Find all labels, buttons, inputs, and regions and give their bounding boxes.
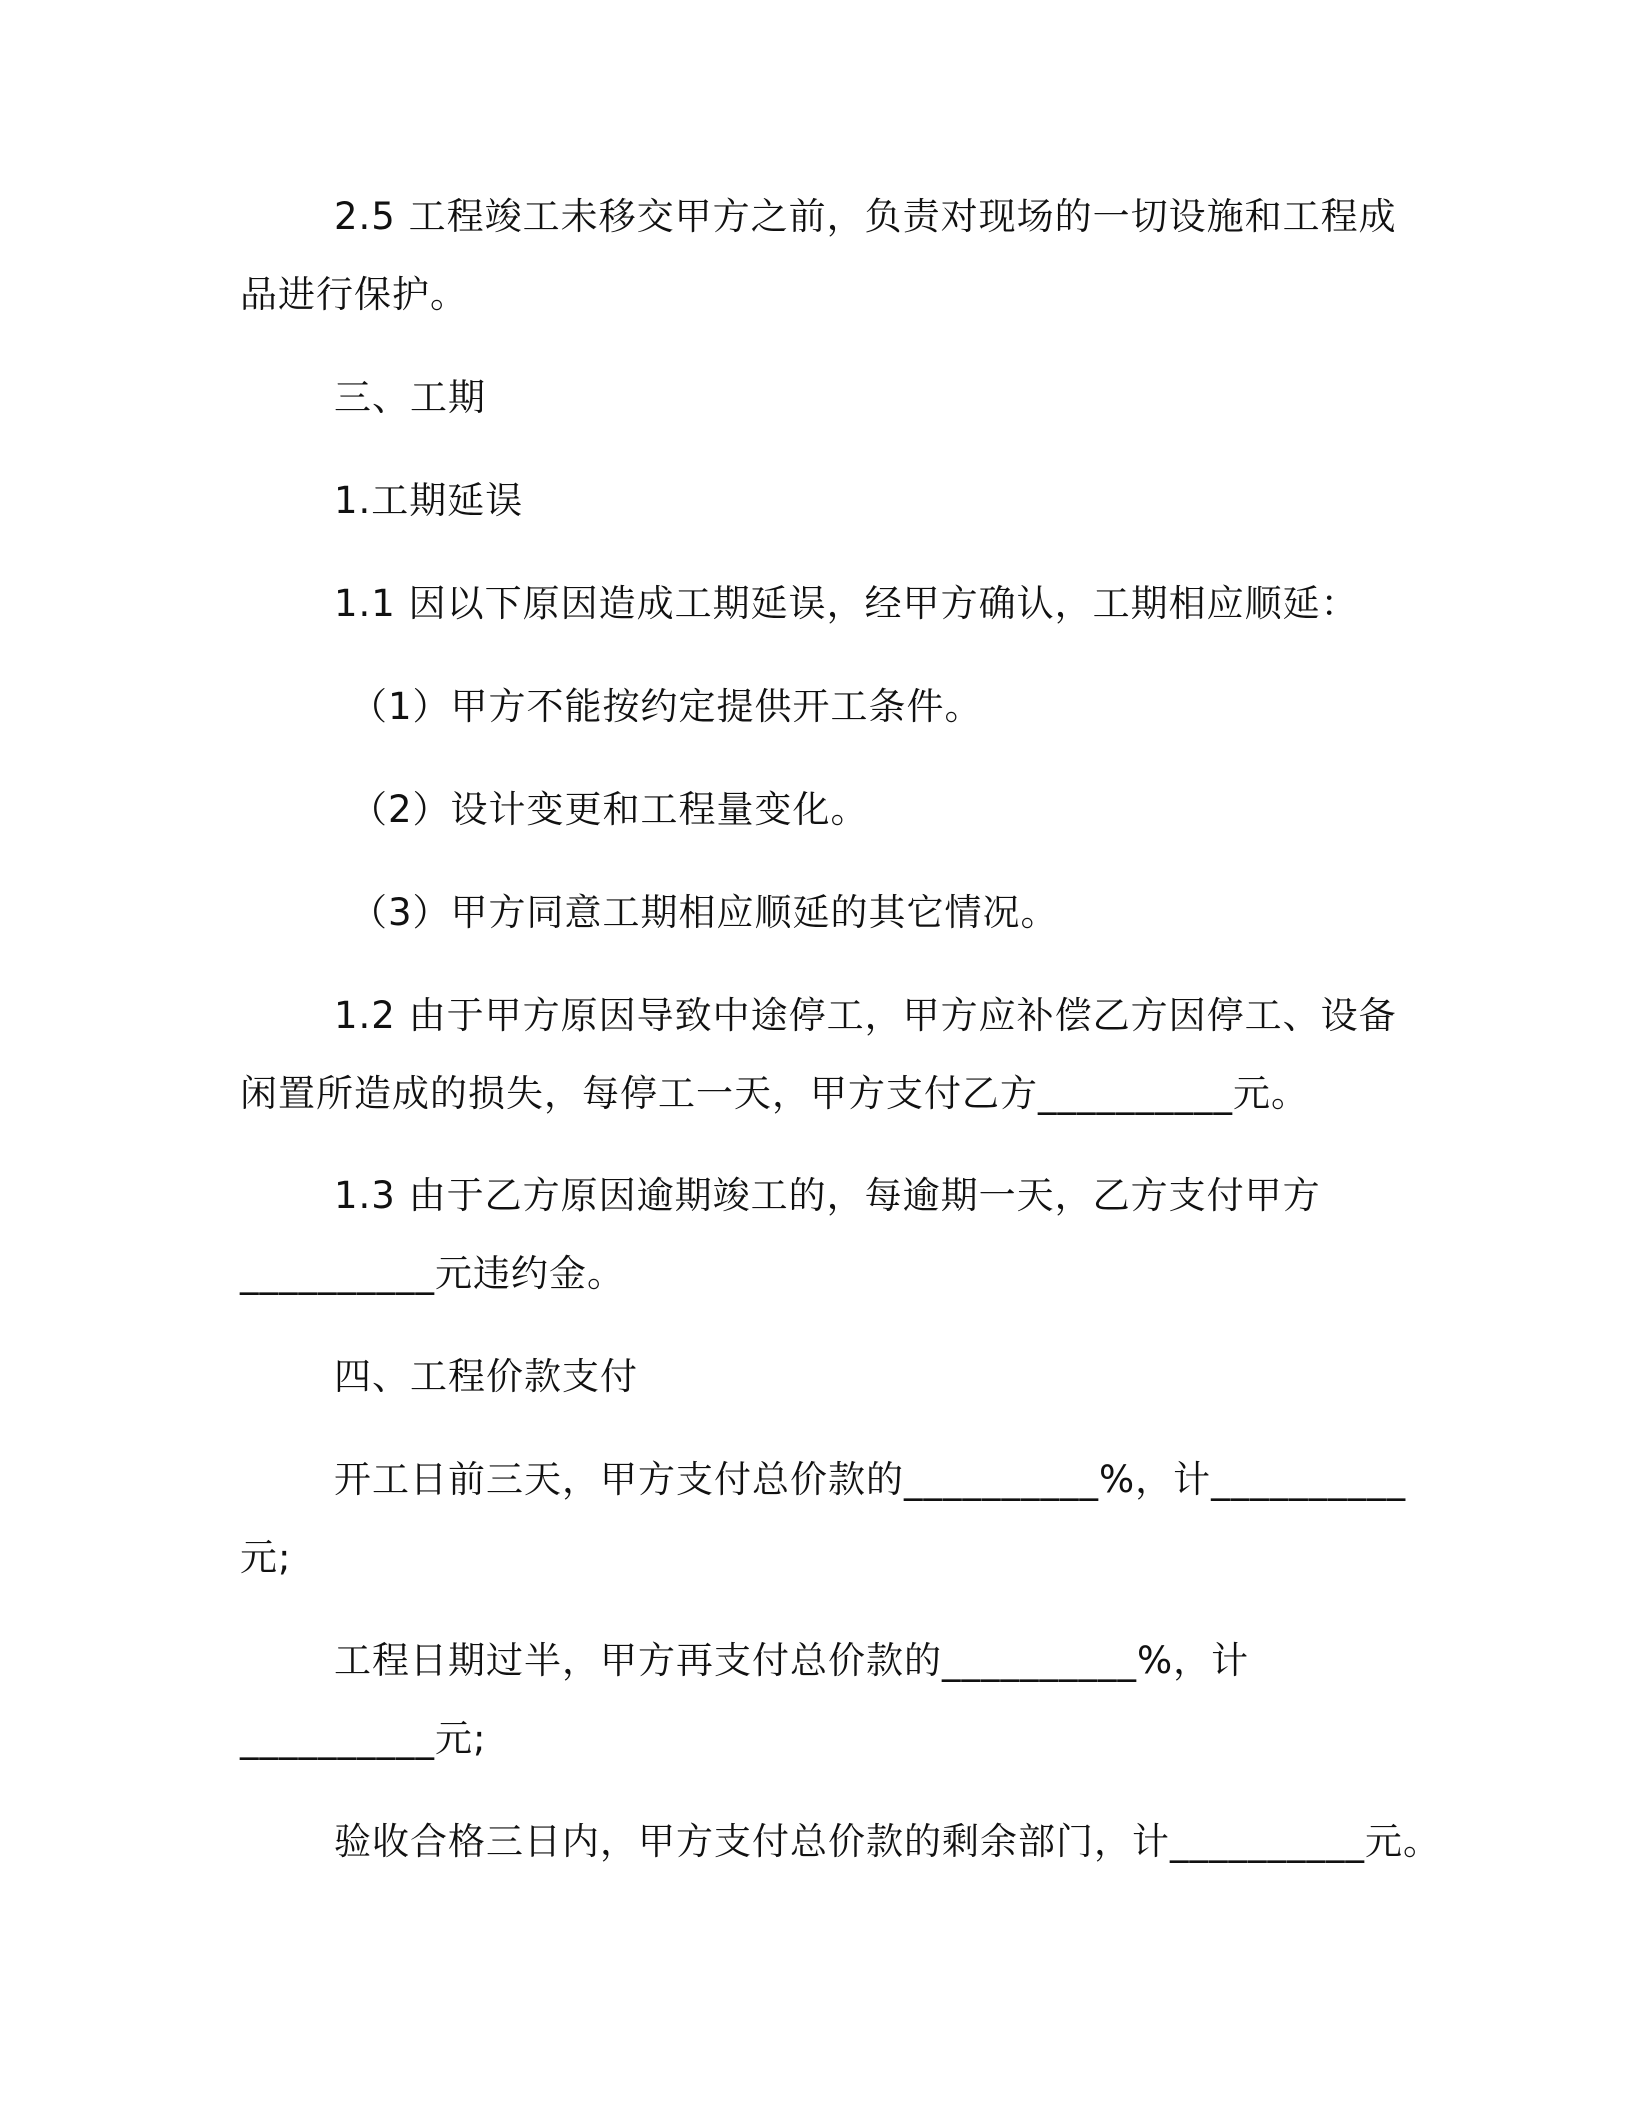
clause-1-3-line-1: 1.3 由于乙方原因逾期竣工的，每逾期一天，乙方支付甲方 [334, 1174, 1321, 1217]
delay-reason-2: （2）设计变更和工程量变化。 [350, 788, 869, 831]
delay-reason-3: （3）甲方同意工期相应顺延的其它情况。 [350, 891, 1059, 934]
clause-1-2-line-1: 1.2 由于甲方原因导致中途停工，甲方应补偿乙方因停工、设备 [334, 994, 1397, 1037]
item-1-heading: 1.工期延误 [334, 479, 524, 522]
clause-1-3-line-2: __________元违约金。 [240, 1252, 625, 1295]
payment-1-line-1: 开工日前三天，甲方支付总价款的__________%，计__________ [334, 1458, 1407, 1501]
clause-1-2-line-2: 闲置所造成的损失，每停工一天，甲方支付乙方__________元。 [240, 1072, 1309, 1115]
payment-2-line-2: __________元; [240, 1717, 487, 1760]
delay-reason-1: （1）甲方不能按约定提供开工条件。 [350, 685, 983, 728]
section-4-heading: 四、工程价款支付 [334, 1355, 638, 1398]
payment-3: 验收合格三日内，甲方支付总价款的剩余部门，计__________元。 [334, 1820, 1441, 1863]
clause-2-5-line-1: 2.5 工程竣工未移交甲方之前，负责对现场的一切设施和工程成 [334, 195, 1397, 238]
section-3-heading: 三、工期 [334, 376, 486, 419]
clause-1-1: 1.1 因以下原因造成工期延误，经甲方确认，工期相应顺延： [334, 582, 1359, 625]
payment-1-line-2: 元; [240, 1536, 292, 1579]
payment-2-line-1: 工程日期过半，甲方再支付总价款的__________%，计 [334, 1639, 1250, 1682]
clause-2-5-line-2: 品进行保护。 [240, 273, 468, 316]
